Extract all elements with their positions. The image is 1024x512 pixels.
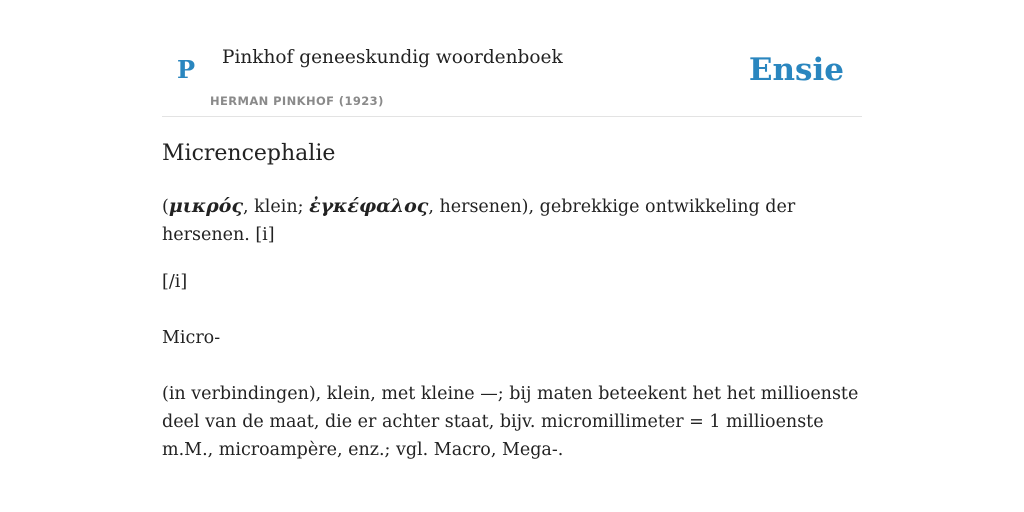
- entry-definition: [162, 192, 862, 249]
- entry-title: Micrencephalie: [162, 141, 336, 166]
- definition-open-paren: (: [162, 197, 169, 217]
- italic-close-tag: [/i]: [162, 272, 188, 292]
- greek-term-mikros: μικρός: [168, 195, 244, 217]
- subentry-definition: (in verbindingen), klein, met kleine —; bij maten beteekent het het millioenste deel van de maat, die er achter staat, bijv. micromillimeter = 1 millioenste m.M., microampère, enz.; vgl. Macro, Mega-.: [162, 384, 859, 460]
- dictionary-letter-icon[interactable]: P: [177, 55, 196, 84]
- dictionary-author: HERMAN PINKHOF (1923): [210, 94, 384, 108]
- subentry-title: Micro-: [162, 328, 221, 348]
- entry-content: [162, 136, 862, 464]
- dictionary-header: [162, 0, 862, 117]
- greek-term-enkephalos: ἐγκέφαλος: [309, 195, 429, 217]
- definition-gloss-klein: , klein;: [243, 197, 310, 217]
- dictionary-title-link[interactable]: Pinkhof geneeskundig woordenboek: [222, 47, 563, 68]
- ensie-logo[interactable]: Ensie: [748, 52, 844, 88]
- definition-rest: , hersenen), gebrekkige ontwikkeling der hersenen. [i]: [162, 197, 796, 245]
